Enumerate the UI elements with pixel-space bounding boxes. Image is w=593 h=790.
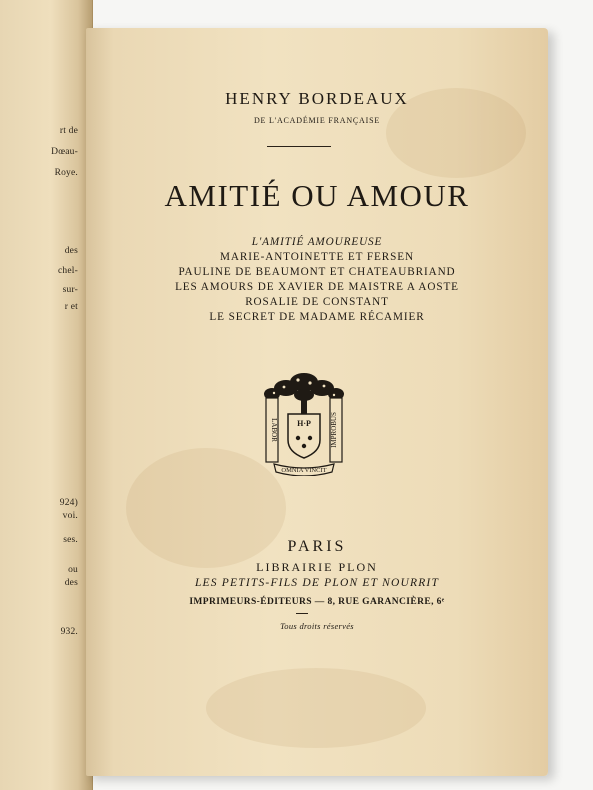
left-page-text: ou	[68, 565, 78, 575]
contents-item: L'AMITIÉ AMOUREUSE	[251, 236, 383, 248]
left-page-text: Roye.	[54, 168, 78, 178]
rights-notice: Tous droits réservés	[280, 621, 354, 631]
imprint-publisher: LIBRAIRIE PLON	[256, 560, 378, 574]
imprint-successors: LES PETITS-FILS DE PLON ET NOURRIT	[194, 577, 440, 589]
left-page-text: rt de	[59, 126, 78, 136]
imprint-dash	[296, 613, 308, 614]
author-name: HENRY BORDEAUX	[225, 89, 409, 108]
left-page-text: 924)	[59, 498, 78, 508]
left-page-text: 932.	[60, 627, 78, 637]
contents-item: MARIE-ANTOINETTE ET FERSEN	[220, 251, 414, 263]
author-affiliation: DE L'ACADÉMIE FRANÇAISE	[253, 116, 381, 125]
contents-item: PAULINE DE BEAUMONT ET CHATEAUBRIAND	[178, 266, 456, 278]
imprint-address: IMPRIMEURS-ÉDITEURS — 8, RUE GARANCIÈRE, 6ᵉ	[189, 597, 445, 607]
device-monogram: H·P	[297, 419, 311, 428]
left-page-text: des	[64, 246, 78, 256]
contents-item: LES AMOURS DE XAVIER DE MAISTRE A AOSTE	[175, 281, 459, 293]
left-page-text: ses.	[63, 535, 78, 545]
publisher-device-emblem	[262, 368, 346, 476]
device-motto-bottom: OMNIA VINCIT	[281, 467, 327, 474]
left-page-text: chel-	[58, 266, 78, 276]
contents-list	[86, 235, 548, 325]
imprint-city: PARIS	[287, 538, 347, 555]
divider-rule	[267, 146, 331, 147]
contents-item: LE SECRET DE MADAME RÉCAMIER	[209, 311, 425, 323]
left-page-text: Dœau-	[51, 147, 78, 157]
book-title: AMITIÉ OU AMOUR	[164, 178, 470, 213]
left-page-text: voi.	[62, 511, 78, 521]
left-page-text: r et	[64, 302, 78, 312]
left-page-text: des	[64, 578, 78, 588]
contents-item: ROSALIE DE CONSTANT	[245, 296, 389, 308]
device-motto-left: LABOR	[270, 418, 278, 442]
left-page-text: sur-	[62, 285, 78, 295]
device-motto-right: IMPROBUS	[330, 412, 338, 448]
left-page	[0, 0, 93, 790]
